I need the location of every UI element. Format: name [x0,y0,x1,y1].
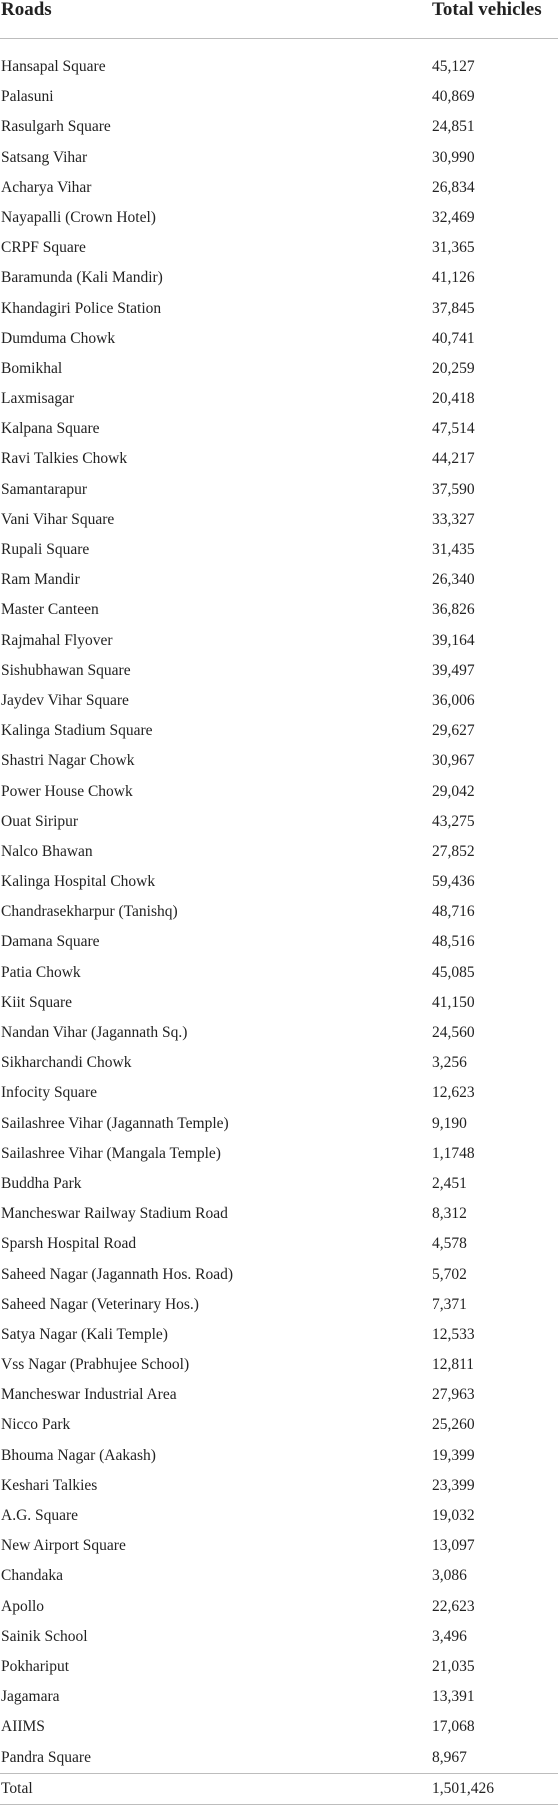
road-name-cell: Hansapal Square [1,58,106,75]
table-row [0,807,558,837]
total-vehicles-cell: 19,399 [432,1446,475,1464]
table-row [0,475,558,505]
total-vehicles-cell: 31,435 [432,541,475,558]
total-vehicles-cell: 40,741 [432,329,475,347]
table-row [0,1652,558,1682]
table-row [0,112,558,142]
total-vehicles-cell: 33,327 [432,510,475,528]
total-vehicles-cell: 45,127 [432,58,475,75]
total-vehicles-cell: 8,967 [432,1748,467,1766]
road-name-cell: Khandagiri Police Station [1,299,162,317]
road-name-cell: Sparsh Hospital Road [1,1235,137,1253]
road-name-cell: Nandan Vihar (Jagannath Sq.) [1,1024,188,1041]
road-name-cell: Patia Chowk [1,963,81,981]
table-row [0,263,558,293]
road-name-cell: Dumduma Chowk [1,329,116,347]
table-row [0,1682,558,1712]
road-name-cell: AIIMS [1,1718,45,1736]
total-vehicles-cell: 17,068 [432,1718,475,1736]
table-row [0,746,558,776]
total-vehicles-cell: 59,436 [432,873,475,891]
total-vehicles-cell: 45,085 [432,963,475,981]
road-name-cell: Rupali Square [1,541,90,558]
road-name-cell: Bomikhal [1,359,63,377]
road-name-cell: Nicco Park [1,1416,71,1434]
total-vehicles-cell: 44,217 [432,450,475,468]
total-vehicles-cell: 41,150 [432,993,475,1011]
total-vehicles-cell: 22,623 [432,1597,475,1615]
road-name-cell: Baramunda (Kali Mandir) [1,269,163,287]
road-name-cell: Infocity Square [1,1084,97,1102]
header-roads: Roads [1,0,52,20]
total-vehicles-cell: 29,627 [432,722,475,740]
road-name-cell: Sainik School [1,1627,88,1645]
road-name-cell: Nalco Bhawan [1,842,93,860]
total-vehicles-cell: 3,086 [432,1567,467,1585]
road-name-cell: Chandrasekharpur (Tanishq) [1,903,178,921]
total-vehicles-cell: 4,578 [432,1235,467,1253]
total-label: Total [1,1779,33,1797]
table-row [0,656,558,686]
table-row [0,203,558,233]
table-row [0,444,558,474]
road-name-cell: Acharya Vihar [1,178,92,196]
total-vehicles-cell: 39,164 [432,631,475,649]
table-row [0,52,558,82]
road-name-cell: Jagamara [1,1688,60,1706]
road-name-cell: Rasulgarh Square [1,118,111,136]
table-row [0,1531,558,1561]
table-row [0,565,558,595]
table-row [0,595,558,625]
total-vehicles-cell: 12,623 [432,1084,475,1102]
total-vehicles-cell: 13,097 [432,1537,475,1555]
table-row [0,1260,558,1290]
table-row [0,686,558,716]
road-name-cell: Mancheswar Industrial Area [1,1386,177,1404]
road-name-cell: Kalinga Hospital Chowk [1,873,156,891]
table-row [0,1622,558,1652]
table-row [0,1410,558,1440]
table-row [0,1743,558,1773]
road-name-cell: Jaydev Vihar Square [1,691,129,709]
table-row [0,927,558,957]
table-row [0,777,558,807]
road-name-cell: Sikharchandi Chowk [1,1054,132,1072]
road-name-cell: Kalpana Square [1,420,100,438]
road-name-cell: Keshari Talkies [1,1476,98,1494]
table-row [0,143,558,173]
road-name-cell: Master Canteen [1,601,99,619]
total-vehicles-cell: 32,469 [432,208,475,226]
road-name-cell: Pandra Square [1,1748,91,1766]
road-name-cell: Satsang Vihar [1,148,88,166]
table-row [0,1048,558,1078]
total-vehicles-cell: 30,967 [432,752,475,770]
total-vehicles-cell: 1,1748 [432,1144,475,1162]
table-row [0,233,558,263]
table-row [0,354,558,384]
table-row [0,1561,558,1591]
total-vehicles-cell: 30,990 [432,148,475,166]
road-name-cell: Saheed Nagar (Veterinary Hos.) [1,1295,199,1313]
table-row [0,1018,558,1048]
total-vehicles-cell: 3,496 [432,1627,467,1645]
road-name-cell: Vani Vihar Square [1,510,115,528]
road-name-cell: Ram Mandir [1,571,80,589]
total-vehicles-cell: 41,126 [432,269,475,287]
table-row [0,867,558,897]
total-row [0,1773,558,1804]
road-name-cell: Sishubhawan Square [1,661,131,679]
total-vehicles-cell: 19,032 [432,1507,475,1524]
total-vehicles-cell: 31,365 [432,239,475,257]
road-name-cell: Laxmisagar [1,390,75,408]
road-name-cell: Mancheswar Railway Stadium Road [1,1205,228,1223]
total-vehicles-cell: 27,852 [432,842,475,860]
road-name-cell: Nayapalli (Crown Hotel) [1,208,156,226]
table-row [0,716,558,746]
table-header [0,0,558,39]
road-name-cell: Rajmahal Flyover [1,631,113,649]
road-name-cell: A.G. Square [1,1507,79,1524]
table-row [0,1380,558,1410]
table-row [0,1169,558,1199]
total-vehicles-cell: 36,006 [432,691,475,709]
road-name-cell: Damana Square [1,933,100,951]
total-vehicles-cell: 20,418 [432,390,475,408]
table-body [0,39,558,1804]
table-row [0,1290,558,1320]
total-vehicles-cell: 13,391 [432,1688,475,1706]
total-vehicles-cell: 27,963 [432,1386,475,1404]
table-row [0,384,558,414]
total-vehicles-cell: 23,399 [432,1476,475,1494]
total-vehicles-cell: 12,811 [432,1356,475,1374]
total-vehicles-cell: 20,259 [432,359,475,377]
total-vehicles-cell: 12,533 [432,1325,475,1343]
road-name-cell: Kalinga Stadium Square [1,722,153,740]
total-vehicles-cell: 29,042 [432,782,475,800]
table-row [0,1592,558,1622]
table-row [0,958,558,988]
table-row [0,535,558,565]
total-vehicles-cell: 40,869 [432,88,475,106]
total-vehicles-cell: 21,035 [432,1657,475,1675]
table-row [0,1441,558,1471]
road-name-cell: Sailashree Vihar (Jagannath Temple) [1,1114,229,1132]
table-row [0,294,558,324]
total-vehicles-cell: 25,260 [432,1416,475,1434]
table-row [0,1199,558,1229]
total-vehicles-cell: 43,275 [432,812,475,830]
road-name-cell: Palasuni [1,88,54,106]
road-name-cell: Power House Chowk [1,782,133,800]
road-name-cell: Shastri Nagar Chowk [1,752,135,770]
table-row [0,173,558,203]
table-row [0,1078,558,1108]
total-vehicles-cell: 2,451 [432,1174,467,1192]
table-row [0,897,558,927]
road-name-cell: Sailashree Vihar (Mangala Temple) [1,1144,221,1162]
total-vehicles-cell: 48,516 [432,933,475,951]
table-row [0,505,558,535]
table-row [0,1501,558,1531]
road-name-cell: Ouat Siripur [1,812,79,830]
total-vehicles-cell: 3,256 [432,1054,467,1072]
total-vehicles-cell: 37,845 [432,299,475,317]
total-vehicles-cell: 26,834 [432,178,475,196]
road-name-cell: Satya Nagar (Kali Temple) [1,1325,168,1343]
road-name-cell: Bhouma Nagar (Aakash) [1,1446,156,1464]
table-row [0,1139,558,1169]
header-total-vehicles: Total vehicles [432,0,542,20]
road-name-cell: Kiit Square [1,993,73,1011]
table-row [0,1350,558,1380]
road-name-cell: Vss Nagar (Prabhujee School) [1,1356,190,1374]
table-row [0,988,558,1018]
table-row [0,324,558,354]
total-vehicles-cell: 39,497 [432,661,475,679]
road-name-cell: Apollo [1,1597,45,1615]
total-vehicles-cell: 7,371 [432,1295,467,1313]
table-row [0,837,558,867]
table-row [0,1471,558,1501]
total-vehicles-cell: 5,702 [432,1265,467,1283]
table-row [0,626,558,656]
road-name-cell: Pokhariput [1,1657,70,1675]
road-name-cell: New Airport Square [1,1537,126,1555]
road-name-cell: Ravi Talkies Chowk [1,450,128,468]
table-row [0,1712,558,1742]
table-row [0,1109,558,1139]
table-row [0,1320,558,1350]
total-vehicles-cell: 47,514 [432,420,475,438]
road-name-cell: Saheed Nagar (Jagannath Hos. Road) [1,1265,233,1283]
total-vehicles-cell: 37,590 [432,480,475,498]
table-bottom-rule [0,1804,558,1805]
total-vehicles-cell: 26,340 [432,571,475,589]
table-row [0,414,558,444]
table-row [0,82,558,112]
road-name-cell: Buddha Park [1,1174,82,1192]
road-name-cell: Chandaka [1,1567,63,1585]
total-vehicles-cell: 8,312 [432,1205,467,1223]
total-vehicles-cell: 9,190 [432,1114,467,1132]
total-vehicles-cell: 24,560 [432,1024,475,1041]
table-row [0,1229,558,1259]
total-vehicles-cell: 24,851 [432,118,475,136]
total-vehicles-cell: 48,716 [432,903,475,921]
total-vehicles-cell: 36,826 [432,601,475,619]
grand-total-value: 1,501,426 [432,1779,494,1797]
road-name-cell: Samantarapur [1,480,88,498]
road-name-cell: CRPF Square [1,239,86,257]
